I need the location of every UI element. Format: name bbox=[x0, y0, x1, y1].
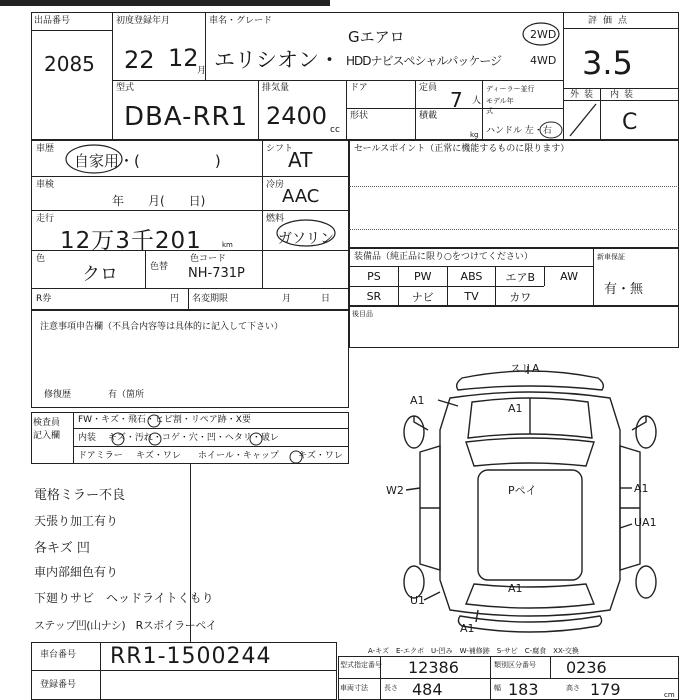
car-name: エリシオン・ bbox=[214, 48, 340, 72]
checklist-row-3-b: キズ・ワレ bbox=[136, 451, 181, 461]
checklist-label-2: 記入欄 bbox=[33, 431, 61, 441]
checklist-row-1: FW・キズ・飛石・ヒビ割・リペア跡・X要 bbox=[78, 415, 251, 425]
equipment-item: エアB bbox=[495, 266, 544, 286]
rear-label: 後目品 bbox=[352, 310, 373, 318]
equipment-item: ABS bbox=[447, 266, 496, 286]
fuel-circle bbox=[274, 216, 338, 250]
capacity: 7 bbox=[450, 88, 463, 112]
model-label: 型式 bbox=[116, 83, 135, 93]
drive-2wd-circle bbox=[521, 20, 561, 48]
shift-value: AT bbox=[288, 148, 313, 172]
inspector-note-2: 天張り加工有り bbox=[34, 514, 119, 528]
length-value: 484 bbox=[412, 680, 443, 699]
inspector-note-1: 電格ミラー不良 bbox=[34, 488, 126, 503]
first-reg-month: 12 bbox=[168, 44, 199, 72]
sales-point-title: セールスポイント（正常に機能するものに限ります） bbox=[354, 144, 570, 154]
load-label: 積載 bbox=[419, 111, 438, 121]
diagram-mark-10: A1 bbox=[460, 622, 475, 635]
r-yen: 円 bbox=[170, 294, 180, 304]
repair-label: 修復歴 bbox=[44, 390, 72, 400]
grade-top: Gエアロ bbox=[348, 28, 405, 46]
shape-label: 形状 bbox=[350, 111, 369, 121]
load-unit: kg bbox=[470, 131, 479, 139]
dim-unit: cm bbox=[664, 691, 675, 699]
first-reg-unit: 月 bbox=[197, 66, 207, 76]
first-reg-label: 初度登録年月 bbox=[116, 16, 171, 26]
color-no-label: 色替 bbox=[150, 262, 169, 272]
displacement-unit: cc bbox=[330, 125, 340, 135]
inspector-note-3: 各キズ 凹 bbox=[34, 541, 90, 556]
equipment-item: PW bbox=[398, 266, 447, 286]
equipment-item: ナビ bbox=[398, 286, 447, 306]
checklist-row-3-a: ドアミラー bbox=[78, 451, 123, 461]
width-label: 幅 bbox=[494, 684, 501, 692]
car-name-label: 車名・グレード bbox=[209, 16, 273, 26]
handle-label: ハンドル 左・右 bbox=[486, 126, 552, 136]
interior-label: 内装 bbox=[610, 90, 639, 100]
drive-2wd: 2WD bbox=[530, 28, 557, 41]
fuel-label: 燃料 bbox=[266, 214, 285, 224]
color-code-label: 色コード bbox=[190, 254, 227, 264]
length-label: 長さ bbox=[384, 684, 398, 692]
usage-value: 自家用・( ) bbox=[74, 152, 221, 170]
diagram-legend: A-キズ E-エクボ U-凹み W-補修跡 S-サビ C-腐食 XX-交換 bbox=[368, 647, 579, 655]
diagram-mark-9: A1 bbox=[508, 582, 523, 595]
equipment-item: AW bbox=[544, 266, 593, 286]
checklist-row-3-c: ホイール・キャップ bbox=[198, 451, 279, 461]
chassis-value: RR1-1500244 bbox=[110, 644, 272, 669]
mileage-unit: km bbox=[222, 241, 233, 249]
equipment-item: カワ bbox=[495, 286, 544, 306]
diagram-mark-5: Pペイ bbox=[508, 484, 537, 497]
dims-label: 車両寸法 bbox=[340, 684, 368, 692]
height-label: 高さ bbox=[566, 684, 580, 692]
new-car-label: 新車保証 bbox=[597, 253, 625, 261]
color-label: 色 bbox=[36, 254, 46, 264]
exterior-slash bbox=[566, 102, 598, 138]
inspector-note-5: 下廻りサビ ヘッドライトくもり bbox=[34, 591, 214, 605]
cat-value: 0236 bbox=[566, 658, 607, 677]
mileage-label: 走行 bbox=[36, 214, 55, 224]
inspector-note-4: 車内部細色有り bbox=[34, 565, 119, 579]
checklist-label-1: 検査員 bbox=[33, 418, 61, 428]
height-value: 179 bbox=[590, 680, 621, 699]
name-change-value: 月 日 bbox=[282, 294, 335, 304]
checklist-circles bbox=[100, 412, 350, 464]
diagram-mark-3: A1 bbox=[508, 402, 523, 415]
inspection-value: 年 月( 日) bbox=[112, 194, 206, 208]
first-reg-year: 22 bbox=[124, 46, 155, 74]
usage-circle bbox=[64, 142, 124, 176]
inspection-label: 車検 bbox=[36, 180, 55, 190]
width-value: 183 bbox=[508, 680, 539, 699]
diagram-mark-7: UA1 bbox=[634, 516, 657, 529]
lot-no: 2085 bbox=[44, 52, 95, 76]
new-car-value: 有・無 bbox=[604, 282, 644, 297]
displacement: 2400 bbox=[266, 102, 328, 130]
dealer-label: ディーラー並行 bbox=[486, 85, 535, 93]
mileage-value: 12万3千201 bbox=[60, 228, 202, 254]
checklist-row-2: キズ・汚れ・コゲ・穴・凹・ヘタリ・破レ bbox=[108, 433, 279, 443]
checklist-row-3-d: キズ・ワレ bbox=[298, 451, 343, 461]
diagram-mark-2: A1 bbox=[410, 394, 425, 407]
score: 3.5 bbox=[582, 44, 633, 82]
reg-no-label: 登録番号 bbox=[40, 680, 77, 690]
drive-4wd: 4WD bbox=[530, 54, 557, 67]
name-change-label: 名変期限 bbox=[192, 294, 229, 304]
color-code: NH-731P bbox=[188, 266, 245, 281]
model-year-label: モデル年式 bbox=[486, 97, 514, 115]
diagram-mark-6: A1 bbox=[634, 482, 649, 495]
diagram-mark-4: W2 bbox=[386, 484, 404, 497]
checklist-row-2-head: 内装 bbox=[78, 433, 97, 443]
capacity-unit: 人 bbox=[472, 96, 482, 106]
shift-label: シフト bbox=[266, 144, 294, 154]
displacement-label: 排気量 bbox=[262, 83, 290, 93]
color-value: クロ bbox=[82, 264, 118, 285]
fuel-value: ガソリン bbox=[278, 231, 334, 247]
cat-label: 類別区分番号 bbox=[494, 661, 536, 669]
repair-value: 有（箇所 bbox=[108, 390, 145, 400]
door-label: ドア bbox=[350, 83, 368, 93]
ac-value: AAC bbox=[282, 186, 320, 207]
equipment-title: 装備品（純正品に限り○をつけてください） bbox=[354, 252, 533, 262]
sales-point-ruled-lines bbox=[349, 186, 679, 230]
chassis-label: 車台番号 bbox=[40, 650, 77, 660]
top-banner bbox=[0, 0, 330, 6]
odo-label: 型式指定番号 bbox=[340, 661, 382, 669]
inspector-note-6: ステップ凹(山ナシ) Rスポイラーペイ bbox=[34, 619, 217, 632]
score-label: 評価点 bbox=[588, 16, 634, 26]
grade: HDDナビスペシャルパッケージ bbox=[346, 54, 502, 68]
odo-value: 12386 bbox=[408, 658, 459, 677]
lot-no-label: 出品番号 bbox=[34, 16, 71, 26]
equipment-item: PS bbox=[349, 266, 398, 286]
diagram-mark-1: スリA bbox=[510, 362, 540, 375]
interior-grade: C bbox=[622, 110, 638, 135]
ac-label: 冷房 bbox=[266, 180, 285, 190]
usage-label: 車歴 bbox=[36, 144, 55, 154]
diagram-mark-8: U1 bbox=[410, 594, 426, 607]
notes-title: 注意事項申告欄（不具合内容等は具体的に記入して下さい） bbox=[40, 322, 284, 332]
exterior-label: 外装 bbox=[570, 90, 599, 100]
r-label: R券 bbox=[36, 294, 52, 304]
handle-right-circle bbox=[538, 120, 564, 140]
model-code: DBA-RR1 bbox=[124, 102, 249, 132]
equipment-item: TV bbox=[447, 286, 496, 306]
rear-frame bbox=[349, 306, 679, 348]
equipment-item: SR bbox=[349, 286, 398, 306]
capacity-label: 定員 bbox=[419, 83, 438, 93]
